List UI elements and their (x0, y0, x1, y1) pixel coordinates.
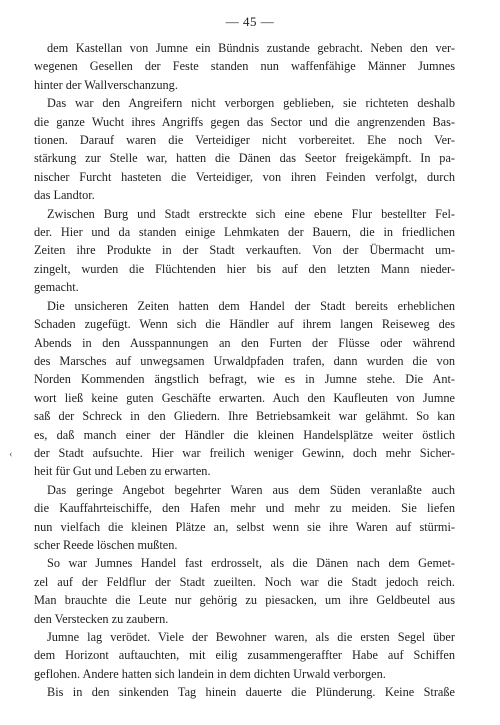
paragraph (34, 481, 455, 555)
margin-mark: ‹ (9, 448, 13, 460)
text-line: dem Kastellan von Jumne ein Bündnis zustande gebracht. Neben den ver- (47, 41, 455, 55)
text-line: die Kauffahrteischiffe, den Hafen mehr und mehr zu meiden. Sie liefen (34, 501, 455, 516)
text-line: saß der Schreck in den Gliedern. Ihre Betriebsamkeit war gelähmt. So kan (34, 409, 455, 424)
text-line: Bis in den sinkenden Tag hinein dauerte die Plünderung. Keine Straße (47, 685, 455, 700)
text-line: zingelt, wurden die Flüchtenden hier bis auf den letzten Mann nieder- (34, 261, 455, 276)
text-line: Jumne lag verödet. Viele der Bewohner waren, als die ersten Segel über (47, 630, 455, 644)
paragraph (34, 628, 455, 683)
paragraph (34, 297, 455, 481)
page-number: — 45 — (225, 14, 275, 29)
body-text (34, 39, 455, 702)
text-line: scher Reede löschen mußten. (34, 537, 178, 552)
text-line: wort ließ keine guten Geschäfte erwarten. Auch den Kaufleuten von Jumne (34, 390, 455, 405)
text-line: gemacht. (34, 280, 79, 295)
paragraph (34, 205, 455, 297)
paragraph (34, 683, 455, 701)
text-line: Norden Kommenden ängstlich befragt, wie es in Jumne stehe. Die Ant- (34, 372, 455, 387)
text-line: Das war den Angreifern nicht verborgen geblieben, sie richteten deshalb (47, 96, 455, 111)
text-line: die ganze Wucht ihres Angriffs gegen das Sector und die angrenzenden Bas- (34, 114, 455, 129)
text-line: das Landtor. (34, 188, 95, 203)
text-line: nun vielfach die kleinen Plätze an, selbst wenn sie ihre Waren auf stürmi- (34, 519, 455, 534)
text-line: Zeiten ihre Produkte in der Stadt verkauften. Von der Übermacht um- (34, 243, 455, 258)
text-line: Abends in den Ausspannungen an den Furten der Flüsse oder während (34, 335, 455, 350)
paragraph (34, 94, 455, 204)
text-line: der. Hier und da standen einige Lehmkaten der Bauern, die in friedlichen (34, 225, 455, 240)
text-line: Zwischen Burg und Stadt erstreckte sich eine ebene Flur bestellter Fel- (47, 206, 455, 221)
text-line: des Marsches auf unwegsamen Urwaldpfaden trafen, dann wurden die von (34, 353, 455, 368)
text-line: es, daß manch einer der Händler die kleinen Handelsplätze weiter östlich (34, 427, 455, 442)
text-line: nischer Furcht hasteten die Verteidiger, von ihren Feinden verfolgt, durch (34, 169, 455, 184)
text-line: den Verstecken zu zaubern. (34, 611, 169, 626)
text-line: Man brauchte die Leute nur gehörig zu piesacken, um ihre Geldbeutel aus (34, 593, 455, 608)
text-line: So war Jumnes Handel fast erdrosselt, als die Dänen nach dem Gemet- (47, 556, 455, 571)
paragraph (34, 39, 455, 94)
text-line: Die unsicheren Zeiten hatten dem Handel der Stadt bereits erheblichen (47, 298, 455, 313)
paragraph (34, 554, 455, 628)
text-line: geflohen. Andere hatten sich landein in dem dichten Urwald verborgen. (34, 666, 386, 681)
text-line: dem Horizont auftauchten, mit eilig zusammengeraffter Habe auf Schiffen (34, 648, 455, 663)
text-line: hinter der Wallverschanzung. (34, 77, 178, 92)
text-line: der Stadt aufsuchte. Hier war freilich weniger Gewinn, doch mehr Sicher- (34, 445, 455, 460)
text-line: wegenen Gesellen der Feste standen nun waffenfähige Männer Jumnes (34, 59, 455, 74)
text-line: Das geringe Angebot begehrter Waren aus dem Süden veranlaßte auch (47, 482, 455, 497)
text-line: heit für Gut und Leben zu erwarten. (34, 464, 211, 479)
text-line: tionen. Darauf waren die Verteidiger nicht vorbereitet. Ehe noch Ver- (34, 133, 455, 148)
text-line: Schaden zugefügt. Wenn sich die Händler auf ihrem langen Reiseweg des (34, 317, 455, 332)
text-line: stärkung zur Stelle war, hatten die Dänen das Seetor freigekämpft. In pa- (34, 151, 455, 166)
text-line: zel auf der Feldflur der Stadt zueilten. Noch war die Stadt jedoch reich. (34, 574, 455, 589)
